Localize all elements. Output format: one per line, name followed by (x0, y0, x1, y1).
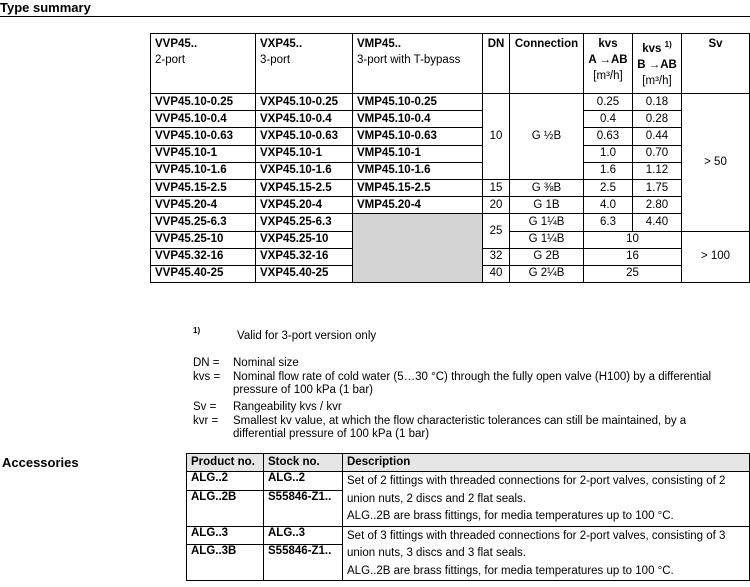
cell-connection: G 1¼B (510, 231, 584, 248)
footnote-text: Valid for 3-port version only (237, 330, 377, 342)
cell-kvs: 10 (584, 231, 682, 248)
cell-connection: G 1B (510, 197, 584, 214)
cell-kvs-a: 6.3 (584, 214, 633, 231)
table-row (151, 162, 750, 179)
cell-kvs-a: 0.25 (584, 94, 633, 111)
cell-vmp: VMP45.10-0.25 (353, 94, 483, 111)
cell-vmp: VMP45.10-0.4 (353, 111, 483, 128)
cell-vmp-unavailable (353, 214, 483, 283)
header-vvp: VVP45.. 2-port (151, 34, 256, 94)
cell-stock-no: S55846-Z1.. (264, 545, 343, 581)
legend-value: Nominal size (233, 357, 299, 369)
table-row (187, 472, 750, 491)
cell-kvs-b: 2.80 (633, 197, 682, 214)
table-row (151, 94, 750, 111)
cell-kvs-a: 1.0 (584, 145, 633, 162)
cell-description: Set of 3 fittings with threaded connections for 2-port valves, consisting of 3 union nuts, 3 discs and 3 flat seals. ALG..2B are brass fittings, for media temperatures up to 100 °C. (343, 526, 750, 581)
table-row (151, 179, 750, 196)
table-row (151, 197, 750, 214)
cell-vxp: VXP45.20-4 (256, 197, 353, 214)
cell-dn: 10 (483, 94, 510, 180)
cell-connection: G ⅜B (510, 179, 584, 196)
accessories-title: Accessories (2, 455, 79, 470)
cell-dn: 40 (483, 265, 510, 282)
section-title: Type summary (0, 0, 91, 15)
section-divider (0, 16, 750, 17)
legend-value: Rangeability kvs / kvr (233, 401, 342, 413)
header-sv: Sv (682, 34, 750, 94)
cell-vxp: VXP45.40-25 (256, 265, 353, 282)
table-row (151, 214, 750, 231)
cell-vvp: VVP45.40-25 (151, 265, 256, 282)
header-stock-no: Stock no. (264, 454, 343, 472)
accessories-table (186, 453, 750, 581)
cell-vvp: VVP45.10-0.4 (151, 111, 256, 128)
cell-connection: G 1¼B (510, 214, 584, 231)
table-row (151, 111, 750, 128)
cell-kvs-a: 4.0 (584, 197, 633, 214)
cell-vvp: VVP45.25-10 (151, 231, 256, 248)
legend-key: Sv = (193, 401, 217, 413)
header-product-no: Product no. (187, 454, 264, 472)
cell-kvs-b: 0.28 (633, 111, 682, 128)
cell-product-no: ALG..2B (187, 490, 264, 526)
type-summary-table (150, 33, 750, 283)
header-dn: DN (483, 34, 510, 94)
cell-kvs-a: 0.63 (584, 128, 633, 145)
header-vmp: VMP45.. 3-port with T-bypass (353, 34, 483, 94)
cell-vxp: VXP45.10-0.4 (256, 111, 353, 128)
cell-vvp: VVP45.10-0.63 (151, 128, 256, 145)
cell-vxp: VXP45.10-0.63 (256, 128, 353, 145)
cell-kvs-b: 1.75 (633, 179, 682, 196)
cell-product-no: ALG..2 (187, 472, 264, 491)
header-description: Description (343, 454, 750, 472)
cell-connection: G 2B (510, 248, 584, 265)
cell-vxp: VXP45.10-1 (256, 145, 353, 162)
legend-key: kvs = (193, 371, 221, 383)
cell-kvs-a: 1.6 (584, 162, 633, 179)
header-kvs-b-ab: kvs $^{1)}$ B →AB [m³/h] (633, 34, 682, 94)
cell-vxp: VXP45.32-16 (256, 248, 353, 265)
cell-dn: 20 (483, 197, 510, 214)
legend-key: DN = (193, 357, 220, 369)
header-kvs-a-ab: kvs A →AB [m³/h] (584, 34, 633, 94)
cell-vvp: VVP45.10-1 (151, 145, 256, 162)
cell-vxp: VXP45.10-0.25 (256, 94, 353, 111)
legend-value: Smallest kv value, at which the flow characteristic tolerances can still be maintained, by a differential pressure of 100 kPa (1 bar) (233, 415, 687, 440)
cell-kvs-b: 0.44 (633, 128, 682, 145)
cell-vvp: VVP45.10-0.25 (151, 94, 256, 111)
cell-stock-no: ALG..3 (264, 526, 343, 545)
legend-key: kvr = (193, 415, 219, 427)
footnote-mark: 1) (193, 326, 201, 335)
cell-vmp: VMP45.10-1.6 (353, 162, 483, 179)
cell-kvs: 25 (584, 265, 682, 282)
cell-kvs: 16 (584, 248, 682, 265)
cell-vvp: VVP45.20-4 (151, 197, 256, 214)
cell-vvp: VVP45.15-2.5 (151, 179, 256, 196)
legend (193, 357, 748, 442)
cell-stock-no: S55846-Z1.. (264, 490, 343, 526)
cell-description: Set of 2 fittings with threaded connections for 2-port valves, consisting of 2 union nuts, 2 discs and 2 flat seals. ALG..2B are brass fittings, for media temperatures up to 100 °C. (343, 472, 750, 527)
cell-connection: G 2¼B (510, 265, 584, 282)
table-row (151, 128, 750, 145)
cell-dn: 32 (483, 248, 510, 265)
cell-vvp: VVP45.10-1.6 (151, 162, 256, 179)
cell-stock-no: ALG..2 (264, 472, 343, 491)
cell-kvs-b: 0.70 (633, 145, 682, 162)
cell-product-no: ALG..3 (187, 526, 264, 545)
cell-dn: 15 (483, 179, 510, 196)
cell-kvs-a: 2.5 (584, 179, 633, 196)
legend-value: Nominal flow rate of cold water (5…30 °C) through the fully open valve (H100) by a differential pressure of 100 kPa (1 bar) (233, 371, 712, 396)
cell-kvs-b: 0.18 (633, 94, 682, 111)
cell-vvp: VVP45.25-6.3 (151, 214, 256, 231)
cell-vxp: VXP45.15-2.5 (256, 179, 353, 196)
table-row (151, 145, 750, 162)
cell-vxp: VXP45.10-1.6 (256, 162, 353, 179)
cell-vmp: VMP45.10-1 (353, 145, 483, 162)
cell-vxp: VXP45.25-6.3 (256, 214, 353, 231)
cell-sv: > 50 (682, 94, 750, 232)
cell-kvs-b: 4.40 (633, 214, 682, 231)
cell-vmp: VMP45.10-0.63 (353, 128, 483, 145)
cell-kvs-b: 1.12 (633, 162, 682, 179)
cell-vmp: VMP45.15-2.5 (353, 179, 483, 196)
header-vxp: VXP45.. 3-port (256, 34, 353, 94)
table-row (187, 526, 750, 545)
cell-product-no: ALG..3B (187, 545, 264, 581)
cell-kvs-a: 0.4 (584, 111, 633, 128)
cell-sv: > 100 (682, 231, 750, 283)
cell-vvp: VVP45.32-16 (151, 248, 256, 265)
cell-vmp: VMP45.20-4 (353, 197, 483, 214)
cell-connection: G ½B (510, 94, 584, 180)
cell-vxp: VXP45.25-10 (256, 231, 353, 248)
cell-dn: 25 (483, 214, 510, 248)
header-connection: Connection (510, 34, 584, 94)
